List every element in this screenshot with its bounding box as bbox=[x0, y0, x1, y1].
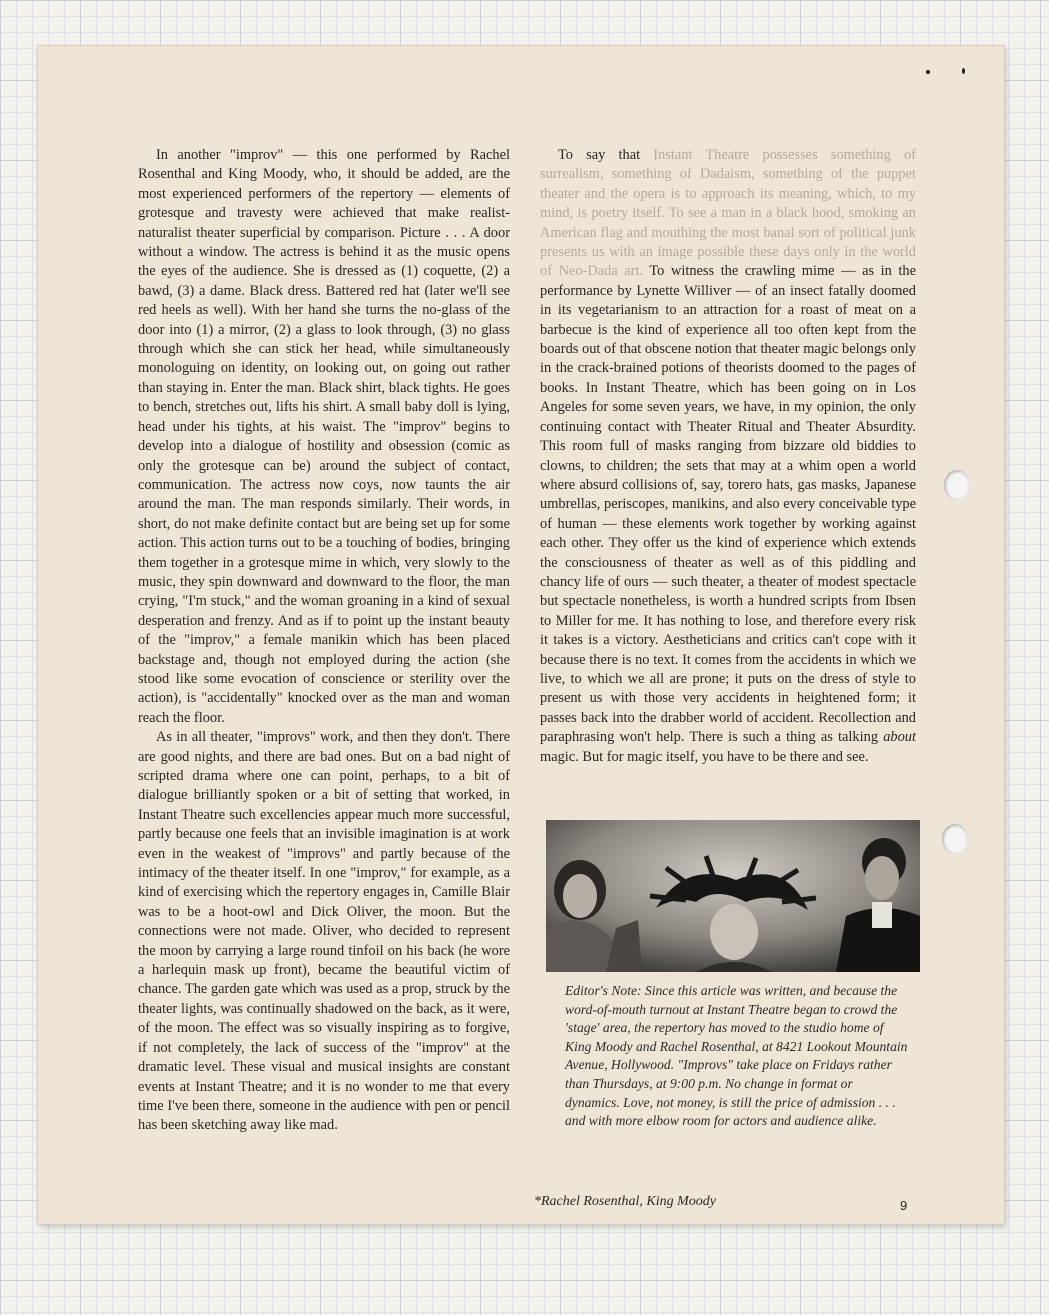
ink-speck bbox=[962, 68, 965, 74]
photo-credit: *Rachel Rosenthal, King Moody bbox=[534, 1194, 716, 1209]
right-paragraph-body: To witness the crawling mime — as in the performance by Lynette Williver — of an insect fatally doomed in its vegetarianism to an attraction for a roast of meat on a barbecue is the kind of experience all too often kept from the boards out of that obscene notion that theater magic belongs only in the crack-brained potions of theorists doomed to the pages of books. In Instant Theatre, which has been going on in Los Angeles for some seven years, we have, in my opinion, the only continuing contact with Theater Ritual and Theater Absurdity. This room full of masks ranging from bizzare old biddies to clowns, to children; the sets that may at a whim open a world where absurd collisions of, say, torero hats, gas masks, Japanese umbrellas, periscopes, manikins, and also every conceivable type of human — these elements work together by working against each other. They offer us the kind of experience which extends the consciousness of theater as well as of this piddling and chancy life of ours — such theater, a theater of modest spectacle but spectacle nonetheless, is worth a hundred scripts from Ibsen to Miller for me. It has nothing to lose, and therefore every risk it takes is a victory. Aestheticians and critics can't cope with it because there is no text. It comes from the accidents in which we live, to which we all are prone; it puts on the dress of style to present us with those very accidents in heightened form; it passes back into the drabber world of accident. Recollection and paraphrasing won't help. There is such a thing as talking bbox=[540, 263, 917, 746]
photo-illustration bbox=[546, 820, 920, 972]
binder-hole-bottom bbox=[942, 824, 968, 854]
binder-hole-top bbox=[944, 470, 970, 500]
magazine-page bbox=[38, 46, 1004, 1224]
italic-about: about bbox=[883, 729, 916, 746]
right-paragraph-1 bbox=[540, 146, 916, 767]
left-paragraph-1: In another "improv" — this one performed by Rachel Rosenthal and King Moody, who, it should be added, are the most experienced performers of the repertory — elements of grotesque and travesty were achieved that make realist-naturalist theater superficial by comparison. Picture . . . A door without a window. The actress is behind it as the music opens the eyes of the audience. She is dressed as (1) coquette, (2) a bawd, (3) a dame. Black dress. Battered red hat (later we'll see red heels as well). With her hand she turns the no-glass of the door into (1) a mirror, (2) a glass to look through, (3) no glass through which she can stick her head, while simultaneously monologuing on identity, on looking out, on going out rather than staying in. Enter the man. Black shirt, black tights. He goes to bench, stretches out, lifts his shirt. A small baby doll is lying, head under his tights, at his waist. The "improv" begins to develop into a dialogue of hostility and obsession (comic as only the grotesque can be) around the subject of contact, communication. The actress now coys, now taunts the air around the man. The man responds similarly. Their words, in short, do not make definite contact but are being set up for some action. This action turns out to be a touching of bodies, bringing them together in a grotesque mime in which, very slowly to the music, they spin downward and downward to the floor, the man crying, "I'm stuck," and the woman groaning in a kind of sexual desperation and frenzy. And as if to point up the instant beauty of the "improv," a female manikin which has been placed backstage and, though not employed during the action (she stood like some evocation of conscience or sterility over the action), is "accidentally" knocked over as the man and woman reach the floor. bbox=[138, 147, 510, 726]
left-column bbox=[138, 146, 510, 1136]
faded-print-text: Instant Theatre possesses something of surrealism, something of Dadaism, something of the puppet theater and the opera is to approach its meaning, which, to my mind, is poetry itself. To see a man in a black hood, smoking an American flag and mouthing the most banal sort of political junk presents us with an image possible these days only in the world of Neo-Dada art. bbox=[540, 147, 916, 280]
right-paragraph-start: To say that bbox=[558, 147, 654, 163]
right-column bbox=[540, 146, 916, 767]
editors-note-caption: Editor's Note: Since this article was written, and because the word-of-mouth turnout at Instant Theatre began to crowd the 'stage' area, the repertory has moved to the studio home of King Moody and Rachel Rosenthal, at 8421 Lookout Mountain Avenue, Hollywood. "Improvs" take place on Fridays rather than Thursdays, at 9:00 p.m. No change in format or dynamics. Love, not money, is still the price of admission . . . and with more elbow room for actors and audience alike. bbox=[565, 983, 908, 1129]
page-number: 9 bbox=[900, 1198, 908, 1213]
left-paragraph-2: As in all theater, "improvs" work, and then they don't. There are good nights, and there are bad ones. But on a bad night of scripted drama where one can point, perhaps, to a bit of dialogue brilliantly spoken or a bit of setting that worked, in Instant Theatre such excellencies appear much more successful, partly because one feels that an invisible imagination is at work even in the weakest of "improvs" and partly because of the intimacy of the theater itself. In one "improv," for example, as a kind of exercising which the repertory engages in, Camille Blair was to be a hoot-owl and Dick Oliver, the moon. But the connections were not made. Oliver, who decided to represent the moon by carrying a large round tinfoil on his back (he wore a harlequin mask up front), became the beautiful victim of chance. The garden gate which was used as a prop, struck by the theater lights, was continually shadowed on the back, as it were, of the moon. The effect was so visually inspiring as to forgive, if not completely, the lack of success of the "improv" at the dramatic level. These visual and musical insights are constant events at Instant Theatre; and it is no wonder to me that every time I've been there, someone in the audience with pen or pencil has been sketching away like mad. bbox=[138, 729, 510, 1134]
performers-photo bbox=[546, 820, 920, 972]
ink-speck bbox=[926, 70, 930, 74]
right-paragraph-end: magic. But for magic itself, you have to be there and see. bbox=[540, 748, 869, 765]
